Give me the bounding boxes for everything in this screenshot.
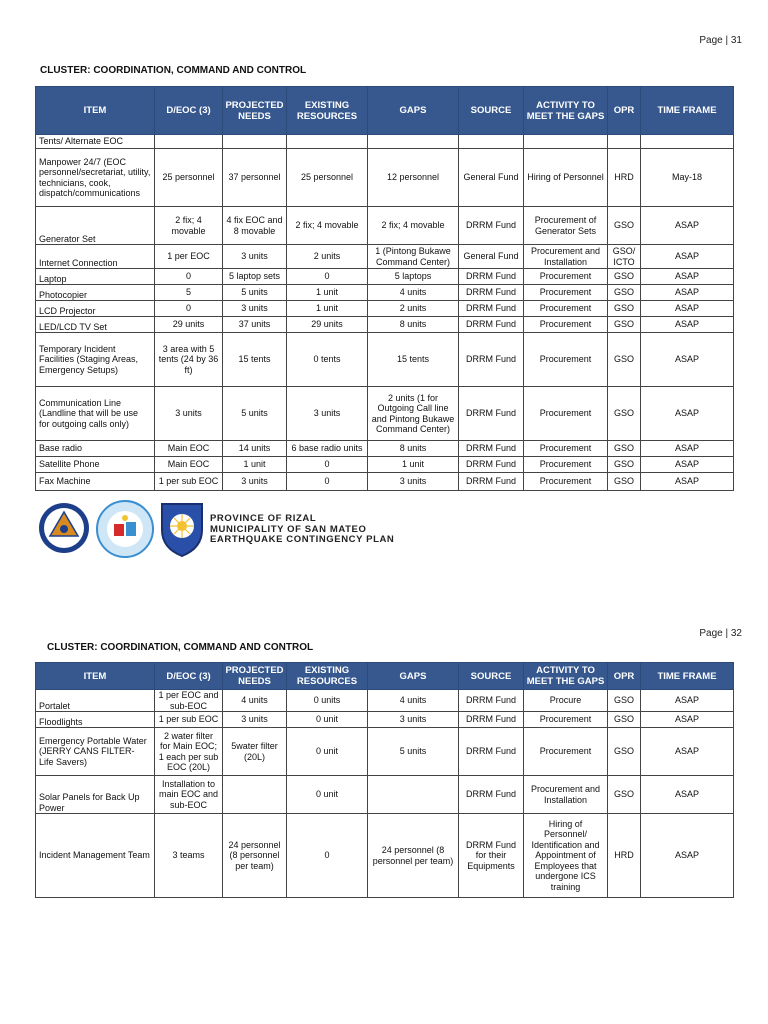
footer-province: PROVINCE OF RIZAL: [210, 513, 317, 524]
cell-existing-resources: 0 tents: [287, 333, 368, 387]
cell-opr: HRD: [608, 814, 641, 898]
cell-deoc: 1 per sub EOC: [155, 712, 223, 728]
cell-existing-resources: 0 unit: [287, 776, 368, 814]
cell-time-frame: ASAP: [641, 728, 734, 776]
cell-gaps: [368, 776, 459, 814]
municipal-seal-icon: [96, 500, 154, 558]
footer-municipality: MUNICIPALITY OF SAN MATEO: [210, 523, 367, 535]
header-source: SOURCE: [459, 663, 524, 690]
table-row: [36, 207, 734, 245]
cell-time-frame: ASAP: [641, 317, 734, 333]
cell-time-frame: ASAP: [641, 333, 734, 387]
cell-activity: Procurement and Installation: [524, 245, 608, 269]
cell-opr: GSO: [608, 269, 641, 285]
cell-projected-needs: 3 units: [223, 473, 287, 491]
table-row: [36, 285, 734, 301]
cell-item: Generator Set: [36, 207, 155, 245]
cell-source: DRRM Fund: [459, 473, 524, 491]
header-item: ITEM: [36, 663, 155, 690]
cell-existing-resources: 6 base radio units: [287, 441, 368, 457]
header-deoc: D/EOC (3): [155, 87, 223, 135]
cell-item: Solar Panels for Back Up Power: [36, 776, 155, 814]
cell-existing-resources: 2 units: [287, 245, 368, 269]
table-row: [36, 690, 734, 712]
table-row: [36, 149, 734, 207]
cell-activity: Procurement: [524, 473, 608, 491]
cell-source: DRRM Fund: [459, 712, 524, 728]
cell-existing-resources: 0 unit: [287, 712, 368, 728]
cell-existing-resources: 25 personnel: [287, 149, 368, 207]
cell-existing-resources: 0: [287, 269, 368, 285]
cell-opr: GSO: [608, 301, 641, 317]
cell-existing-resources: 0: [287, 814, 368, 898]
cell-deoc: 0: [155, 301, 223, 317]
cell-deoc: 1 per EOC: [155, 245, 223, 269]
cell-source: DRRM Fund: [459, 776, 524, 814]
cell-time-frame: ASAP: [641, 441, 734, 457]
cell-projected-needs: 5water filter (20L): [223, 728, 287, 776]
header-source: SOURCE: [459, 87, 524, 135]
cell-deoc: 2 fix; 4 movable: [155, 207, 223, 245]
cell-activity: Hiring of Personnel/ Identification and Appointment of Employees that undergone ICS training: [524, 814, 608, 898]
cell-gaps: 2 units: [368, 301, 459, 317]
cell-gaps: 1 unit: [368, 457, 459, 473]
cell-gaps: 24 personnel (8 personnel per team): [368, 814, 459, 898]
cell-item: LED/LCD TV Set: [36, 317, 155, 333]
ocd-seal-icon: [38, 500, 90, 556]
cell-projected-needs: [223, 135, 287, 149]
header-opr: OPR: [608, 87, 641, 135]
footer-plan-title: EARTHQUAKE CONTINGENCY PLAN: [210, 534, 395, 545]
cell-time-frame: ASAP: [641, 387, 734, 441]
cell-opr: GSO: [608, 712, 641, 728]
table-row: [36, 269, 734, 285]
cell-item: Photocopier: [36, 285, 155, 301]
cell-projected-needs: 3 units: [223, 245, 287, 269]
cell-time-frame: ASAP: [641, 814, 734, 898]
cell-existing-resources: 2 fix; 4 movable: [287, 207, 368, 245]
cell-source: DRRM Fund: [459, 207, 524, 245]
table-row: [36, 712, 734, 728]
header-projected-needs: PROJECTED NEEDS: [223, 663, 287, 690]
cell-item: Floodlights: [36, 712, 155, 728]
cell-activity: Procurement: [524, 285, 608, 301]
cell-gaps: 4 units: [368, 285, 459, 301]
table-row: [36, 135, 734, 149]
cell-gaps: 4 units: [368, 690, 459, 712]
cell-time-frame: ASAP: [641, 207, 734, 245]
cell-time-frame: ASAP: [641, 245, 734, 269]
cell-time-frame: ASAP: [641, 473, 734, 491]
cell-deoc: 1 per EOC and sub-EOC: [155, 690, 223, 712]
cell-projected-needs: 15 tents: [223, 333, 287, 387]
cell-time-frame: ASAP: [641, 457, 734, 473]
cell-gaps: 2 units (1 for Outgoing Call line and Pintong Bukawe Command Center): [368, 387, 459, 441]
cell-projected-needs: 37 personnel: [223, 149, 287, 207]
cell-gaps: 15 tents: [368, 333, 459, 387]
cell-item: LCD Projector: [36, 301, 155, 317]
cell-activity: Procurement: [524, 712, 608, 728]
cell-projected-needs: 24 personnel (8 personnel per team): [223, 814, 287, 898]
page-number: Page | 32: [699, 628, 742, 639]
cell-item: Incident Management Team: [36, 814, 155, 898]
cell-gaps: 5 laptops: [368, 269, 459, 285]
cell-activity: Procurement: [524, 387, 608, 441]
cell-deoc: 5: [155, 285, 223, 301]
cell-projected-needs: 5 units: [223, 387, 287, 441]
cell-existing-resources: 1 unit: [287, 285, 368, 301]
cell-opr: GSO/ ICTO: [608, 245, 641, 269]
cell-gaps: 8 units: [368, 317, 459, 333]
cell-item: Temporary Incident Facilities (Staging Areas, Emergency Setups): [36, 333, 155, 387]
resource-table: [35, 86, 734, 491]
cell-projected-needs: 4 units: [223, 690, 287, 712]
table-row: [36, 473, 734, 491]
page-number: Page | 31: [699, 35, 742, 46]
cell-existing-resources: 0 unit: [287, 728, 368, 776]
header-existing-resources: EXISTING RESOURCES: [287, 87, 368, 135]
cell-time-frame: ASAP: [641, 285, 734, 301]
cell-opr: GSO: [608, 333, 641, 387]
header-item: ITEM: [36, 87, 155, 135]
cell-opr: GSO: [608, 317, 641, 333]
header-gaps: GAPS: [368, 87, 459, 135]
cell-gaps: 3 units: [368, 473, 459, 491]
cell-existing-resources: 29 units: [287, 317, 368, 333]
cell-projected-needs: 14 units: [223, 441, 287, 457]
drrmo-shield-icon: [158, 500, 206, 558]
table-row: [36, 814, 734, 898]
cell-projected-needs: [223, 776, 287, 814]
cell-projected-needs: 3 units: [223, 712, 287, 728]
cell-deoc: 3 teams: [155, 814, 223, 898]
cell-source: General Fund: [459, 245, 524, 269]
cell-deoc: 1 per sub EOC: [155, 473, 223, 491]
cell-item: Manpower 24/7 (EOC personnel/secretariat, utility, technicians, cook, dispatch/communications: [36, 149, 155, 207]
cell-time-frame: ASAP: [641, 712, 734, 728]
cell-deoc: 3 units: [155, 387, 223, 441]
cell-activity: Procurement: [524, 441, 608, 457]
cell-source: DRRM Fund: [459, 333, 524, 387]
table-header-row: [36, 87, 734, 135]
table-row: [36, 333, 734, 387]
cell-source: DRRM Fund for their Equipments: [459, 814, 524, 898]
table-row: [36, 301, 734, 317]
header-projected-needs: PROJECTED NEEDS: [223, 87, 287, 135]
cell-activity: Procurement: [524, 457, 608, 473]
cell-opr: GSO: [608, 473, 641, 491]
cell-deoc: 2 water filter for Main EOC; 1 each per sub EOC (20L): [155, 728, 223, 776]
cell-opr: GSO: [608, 457, 641, 473]
cell-time-frame: ASAP: [641, 776, 734, 814]
cell-activity: Procurement of Generator Sets: [524, 207, 608, 245]
table-row: [36, 776, 734, 814]
cell-gaps: 5 units: [368, 728, 459, 776]
cell-opr: [608, 135, 641, 149]
cell-projected-needs: 3 units: [223, 301, 287, 317]
table-row: [36, 387, 734, 441]
cell-deoc: [155, 135, 223, 149]
cell-item: Fax Machine: [36, 473, 155, 491]
cell-existing-resources: 1 unit: [287, 301, 368, 317]
cell-source: DRRM Fund: [459, 728, 524, 776]
header-deoc: D/EOC (3): [155, 663, 223, 690]
cell-opr: GSO: [608, 387, 641, 441]
cell-gaps: 8 units: [368, 441, 459, 457]
cell-source: DRRM Fund: [459, 690, 524, 712]
resource-table: [35, 662, 734, 898]
table-row: [36, 441, 734, 457]
cell-item: Emergency Portable Water (JERRY CANS FILTER- Life Savers): [36, 728, 155, 776]
cell-item: Internet Connection: [36, 245, 155, 269]
cell-activity: Procurement and Installation: [524, 776, 608, 814]
cell-existing-resources: 3 units: [287, 387, 368, 441]
cell-activity: Procurement: [524, 317, 608, 333]
cell-item: Portalet: [36, 690, 155, 712]
cell-gaps: [368, 135, 459, 149]
cell-projected-needs: 5 units: [223, 285, 287, 301]
cell-source: DRRM Fund: [459, 285, 524, 301]
cell-source: DRRM Fund: [459, 387, 524, 441]
header-opr: OPR: [608, 663, 641, 690]
cell-time-frame: ASAP: [641, 690, 734, 712]
cell-opr: GSO: [608, 728, 641, 776]
cell-source: General Fund: [459, 149, 524, 207]
table-header-row: [36, 663, 734, 690]
cell-activity: Procurement: [524, 333, 608, 387]
cell-projected-needs: 1 unit: [223, 457, 287, 473]
document-footer: [38, 500, 438, 560]
cell-existing-resources: 0: [287, 457, 368, 473]
cell-deoc: 3 area with 5 tents (24 by 36 ft): [155, 333, 223, 387]
table-row: [36, 457, 734, 473]
cell-deoc: Installation to main EOC and sub-EOC: [155, 776, 223, 814]
cell-deoc: Main EOC: [155, 457, 223, 473]
cell-existing-resources: 0 units: [287, 690, 368, 712]
table-row: [36, 245, 734, 269]
cell-gaps: 1 (Pintong Bukawe Command Center): [368, 245, 459, 269]
cell-source: DRRM Fund: [459, 441, 524, 457]
cell-source: DRRM Fund: [459, 317, 524, 333]
header-gaps: GAPS: [368, 663, 459, 690]
cell-activity: Hiring of Personnel: [524, 149, 608, 207]
header-activity: ACTIVITY TO MEET THE GAPS: [524, 87, 608, 135]
cell-projected-needs: 5 laptop sets: [223, 269, 287, 285]
cell-item: Tents/ Alternate EOC: [36, 135, 155, 149]
cell-opr: GSO: [608, 285, 641, 301]
cell-activity: Procurement: [524, 301, 608, 317]
cell-existing-resources: 0: [287, 473, 368, 491]
cell-activity: Procurement: [524, 728, 608, 776]
table-row: [36, 728, 734, 776]
cell-opr: GSO: [608, 776, 641, 814]
cell-deoc: 29 units: [155, 317, 223, 333]
cell-opr: GSO: [608, 441, 641, 457]
header-time-frame: TIME FRAME: [641, 87, 734, 135]
cell-projected-needs: 4 fix EOC and 8 movable: [223, 207, 287, 245]
cell-opr: HRD: [608, 149, 641, 207]
cell-time-frame: [641, 135, 734, 149]
cell-item: Communication Line (Landline that will be use for outgoing calls only): [36, 387, 155, 441]
cluster-title: CLUSTER: COORDINATION, COMMAND AND CONTROL: [40, 65, 307, 76]
cell-activity: [524, 135, 608, 149]
cell-opr: GSO: [608, 690, 641, 712]
table-row: [36, 317, 734, 333]
cell-time-frame: ASAP: [641, 301, 734, 317]
cell-existing-resources: [287, 135, 368, 149]
cell-activity: Procurement: [524, 269, 608, 285]
cell-item: Satellite Phone: [36, 457, 155, 473]
cluster-title: CLUSTER: COORDINATION, COMMAND AND CONTROL: [47, 642, 314, 653]
cell-gaps: 2 fix; 4 movable: [368, 207, 459, 245]
cell-time-frame: ASAP: [641, 269, 734, 285]
cell-deoc: Main EOC: [155, 441, 223, 457]
cell-item: Base radio: [36, 441, 155, 457]
cell-source: DRRM Fund: [459, 269, 524, 285]
header-time-frame: TIME FRAME: [641, 663, 734, 690]
cell-deoc: 0: [155, 269, 223, 285]
cell-item: Laptop: [36, 269, 155, 285]
cell-time-frame: May-18: [641, 149, 734, 207]
cell-gaps: 3 units: [368, 712, 459, 728]
cell-deoc: 25 personnel: [155, 149, 223, 207]
header-existing-resources: EXISTING RESOURCES: [287, 663, 368, 690]
cell-projected-needs: 37 units: [223, 317, 287, 333]
footer-text: [210, 514, 394, 546]
cell-gaps: 12 personnel: [368, 149, 459, 207]
cell-source: DRRM Fund: [459, 457, 524, 473]
cell-activity: Procure: [524, 690, 608, 712]
cell-opr: GSO: [608, 207, 641, 245]
cell-source: DRRM Fund: [459, 301, 524, 317]
header-activity: ACTIVITY TO MEET THE GAPS: [524, 663, 608, 690]
cell-source: [459, 135, 524, 149]
